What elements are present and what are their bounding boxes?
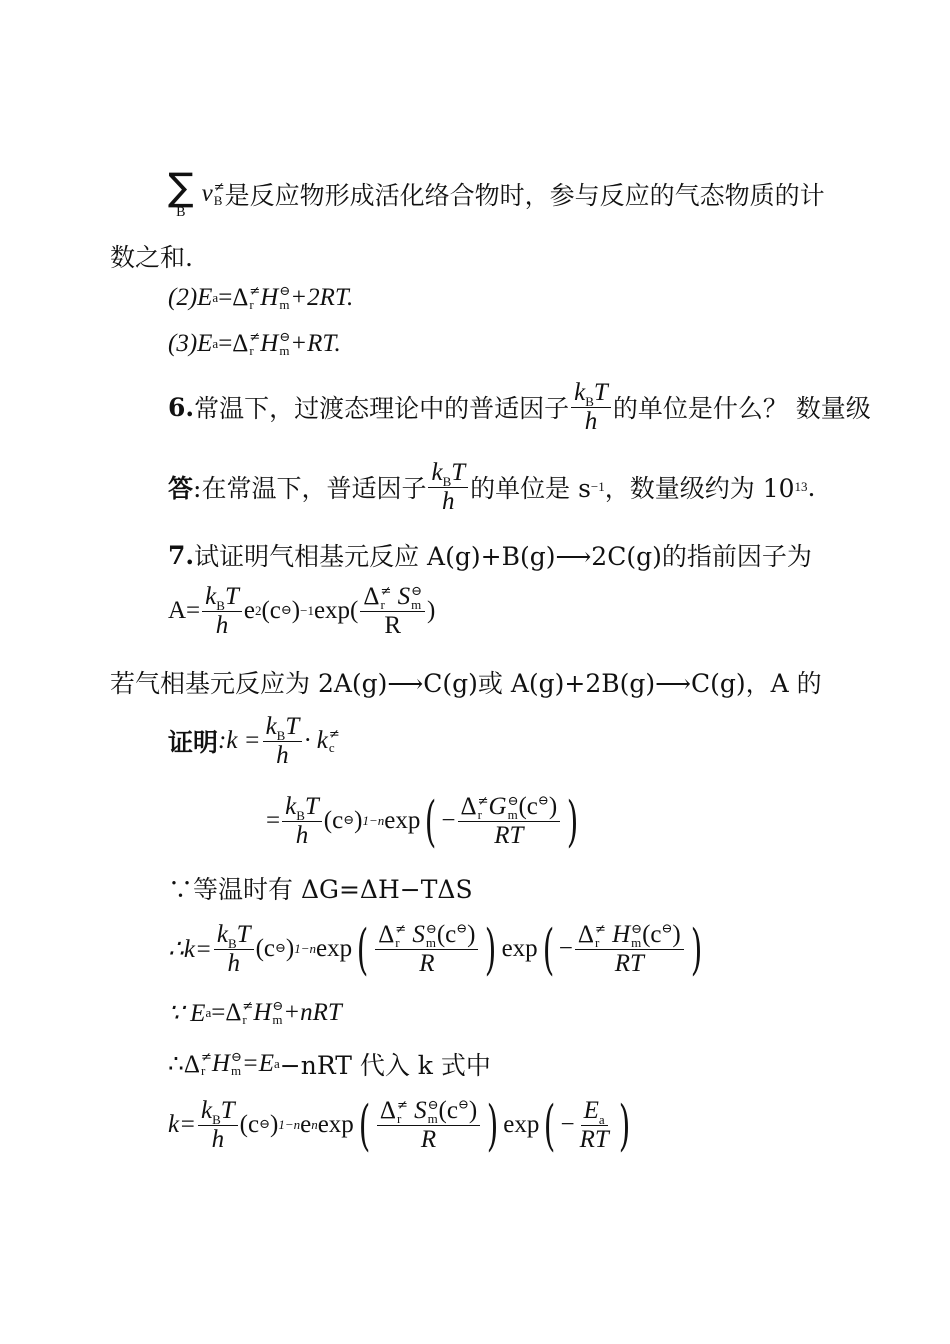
therefore-line-2: ∴Δ ≠ r H ⊖ m =E a −nRT 代入 k 式中 [168,1050,491,1080]
sum-description: 是反应物形成活化络合物时，参与反应的气态物质的计 [224,181,825,210]
sum-description-cont: 数之和. [110,243,193,272]
answer-6: 答 :在常温下，普适因子 $\frac{k_BT}{h}$ 的单位是 s −1 ，数量级约为 10 13 . [168,459,816,515]
question-7: 7. 试证明气相基元反应 A(g)+B(g)⟶2C(g)的指前因子为 [168,540,812,571]
because-line-2: ∵ E a =Δ ≠ r H ⊖ m +nRT [168,999,342,1027]
proof-line-2: = $\frac{k_BT}{h}$ (c ⊖ ) 1−n exp ( − Δ ≠ r G ⊖ m (c⊖) RT ) [266,789,579,853]
final-rate-constant: k= $\frac{k_BT}{h}$ (c ⊖ ) 1−n e n exp ( Δ ≠ r S ⊖ m (c⊖) R ) exp ( − $\frac{E_a}{RT}$ ) [168,1093,631,1157]
proof-line-1: 证明 :k = $\frac{k_BT}{h}$ · k ≠ c [168,713,340,769]
nu-symbol: ν [201,180,213,207]
universal-factor-fraction: $\frac{k_BT}{h}$ [571,378,611,436]
question-7-cont: 若气相基元反应为 2A(g)⟶C(g)或 A(g)+2B(g)⟶C(g)，A 的 [110,669,822,698]
therefore-line-1: ∴k= $\frac{k_BT}{h}$ (c ⊖ ) 1−n exp ( Δ ≠ r S ⊖ m (c⊖) R ) exp ( − Δ ≠ r H ⊖ m (c⊖) RT ) [168,917,703,981]
equation-3: (3)E a =Δ ≠ r H ⊖ m +RT. [168,330,341,358]
sum-line: ∑ B ν ≠ B 是反应物形成活化络合物时，参与反应的气态物质的计 [168,165,825,220]
equation-2: (2)E a =Δ ≠ r H ⊖ m +2RT. [168,284,354,312]
pre-exponential-factor-formula: A= $\frac{k_BT}{h}$ e 2 (c ⊖ ) −1 exp( Δ ≠ r S ⊖ m R ) [168,583,436,639]
sum-symbol: ∑ B [168,165,194,220]
question-6: 6. 常温下，过渡态理论中的普适因子 $\frac{k_BT}{h}$ 的单位是什么？ 数量级 [168,379,871,435]
because-line-1: ∵等温时有 ΔG=ΔH−TΔS [168,875,473,904]
